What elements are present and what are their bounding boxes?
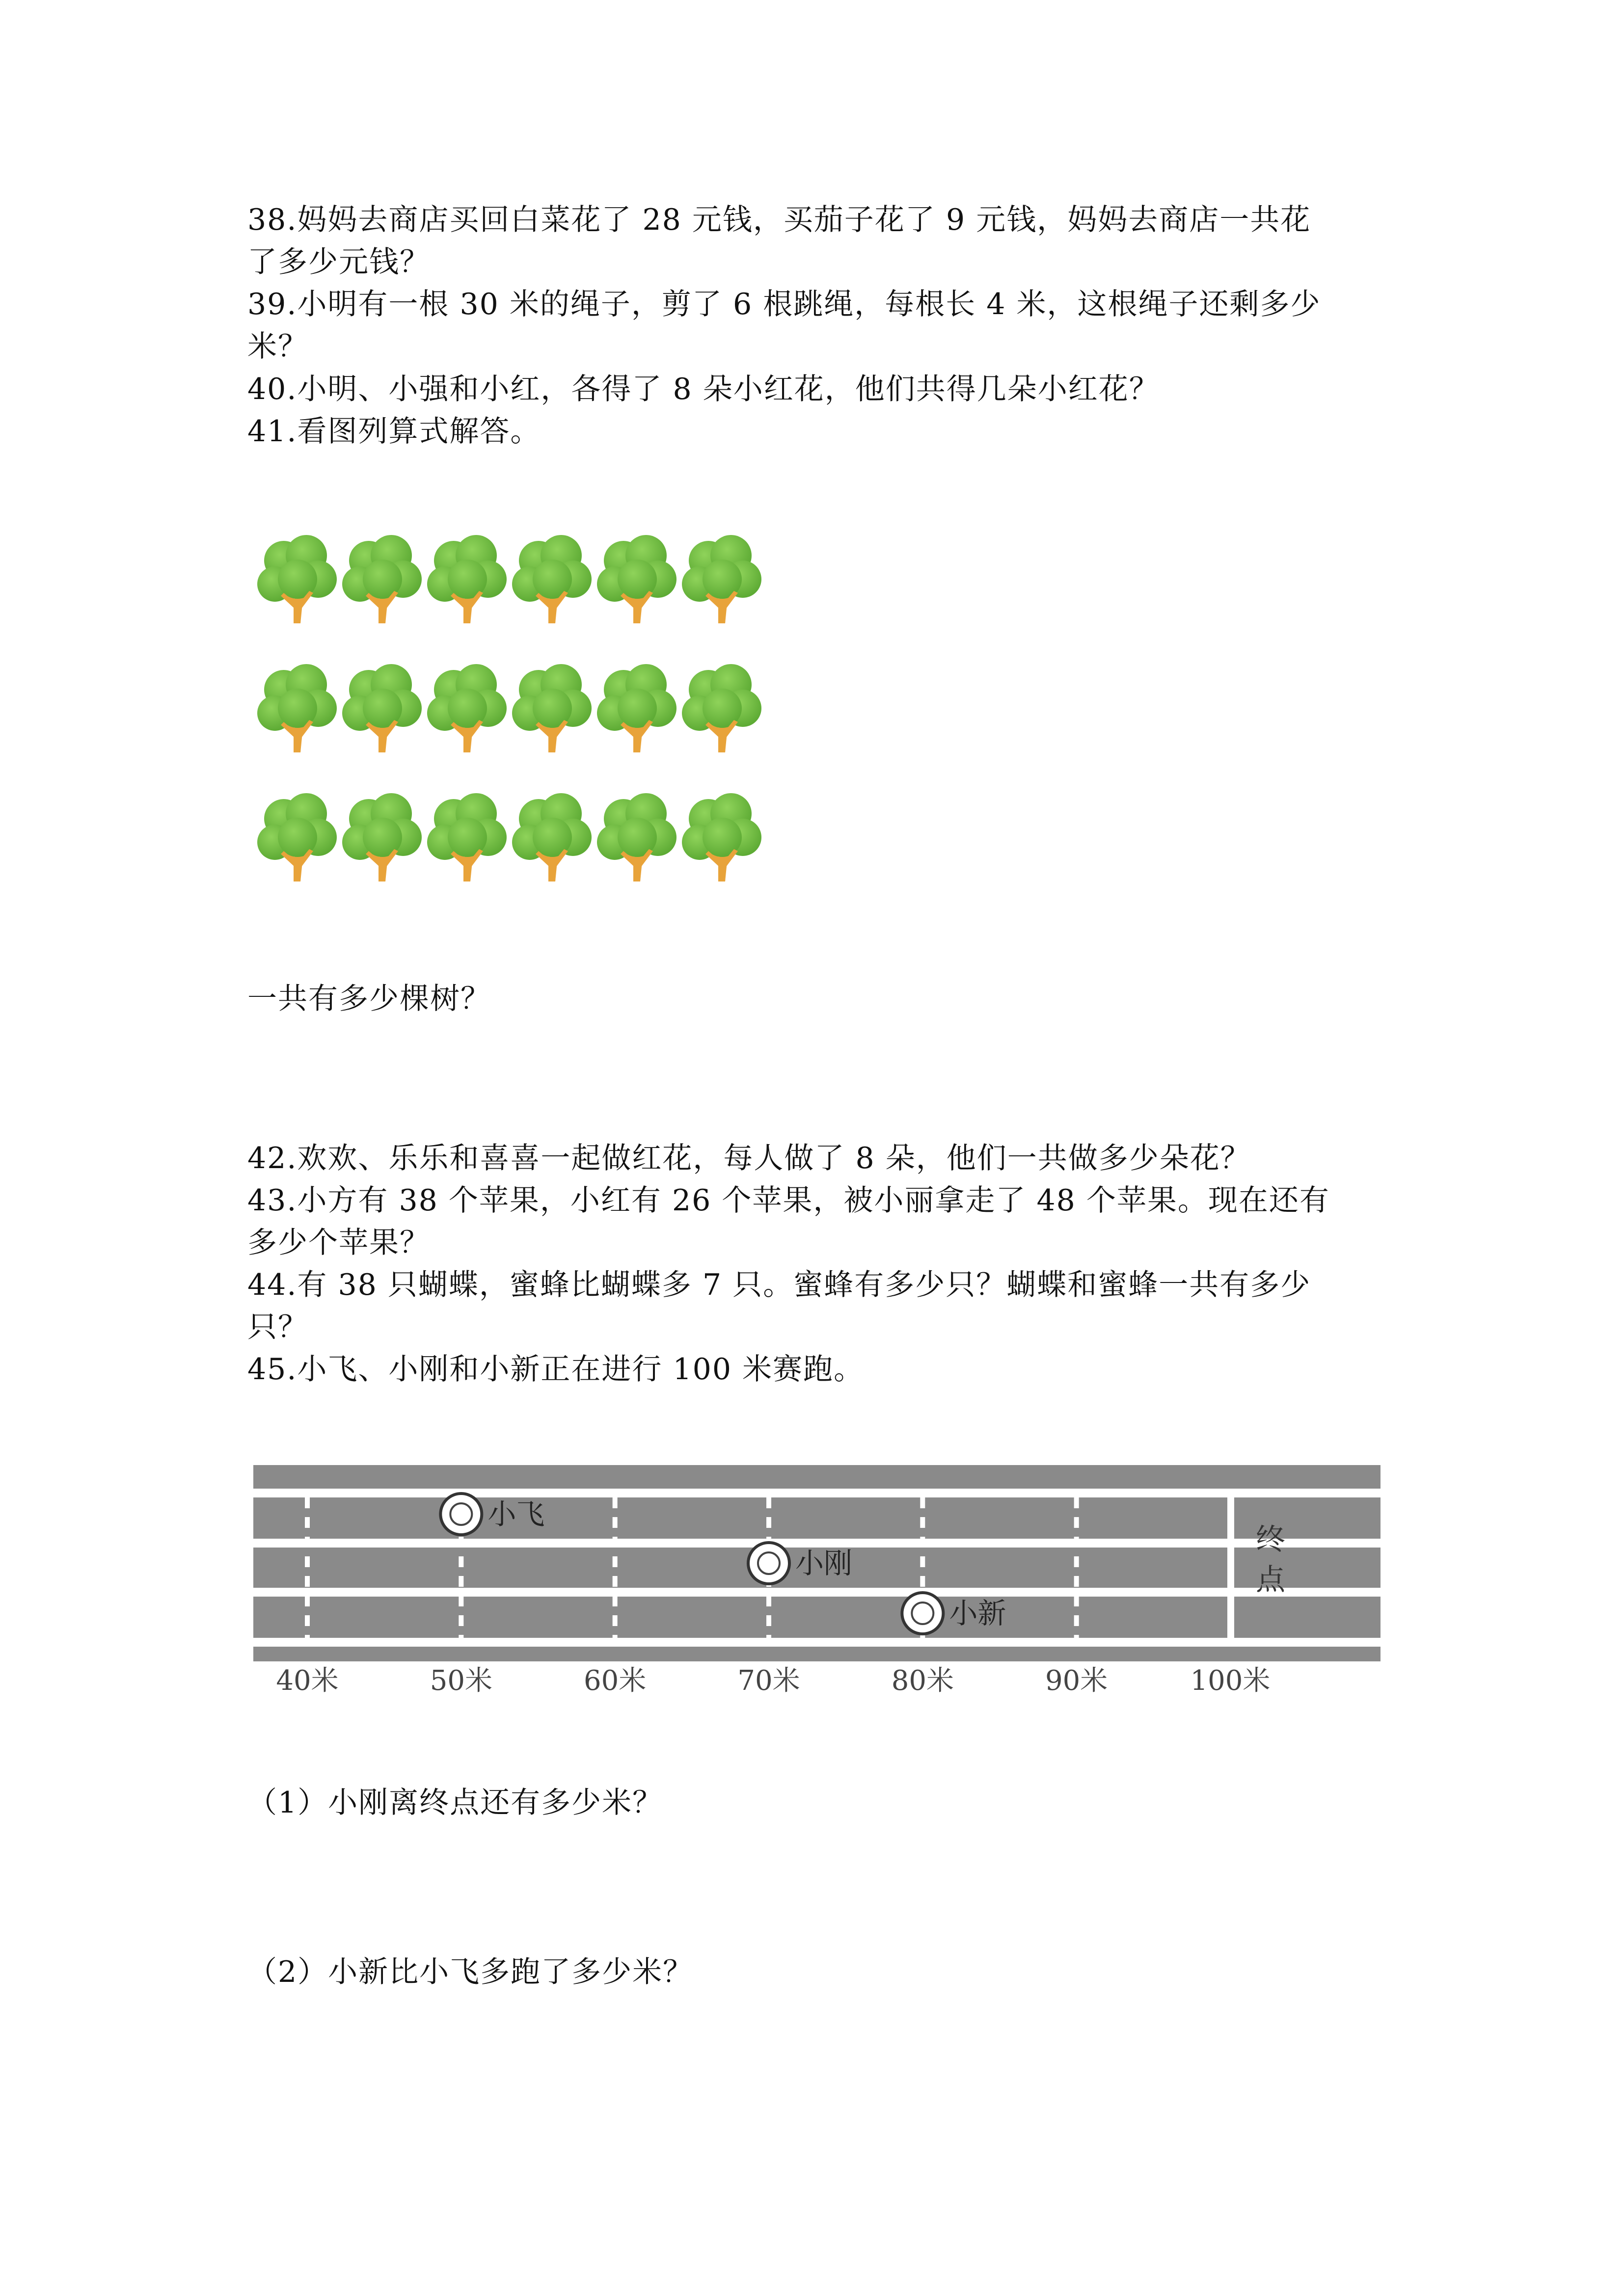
lane-line-top bbox=[253, 1489, 1380, 1497]
q40-line1: 40.小明、小强和小红，各得了 8 朵小红花，他们共得几朵小红花？ bbox=[247, 372, 1160, 406]
dash-mark bbox=[766, 1596, 771, 1606]
lane-line-bottom bbox=[253, 1638, 1380, 1647]
tree-icon bbox=[340, 530, 424, 628]
finish-label-2: 点 bbox=[1256, 1563, 1285, 1597]
dash-mark bbox=[1074, 1556, 1079, 1567]
dash-mark bbox=[920, 1497, 925, 1508]
dash-mark bbox=[766, 1517, 771, 1528]
q45-sub1: （1）小刚离终点还有多少米？ bbox=[247, 1786, 663, 1820]
q43-line1: 43.小方有 38 个苹果，小红有 26 个苹果，被小丽拿走了 48 个苹果。现在还有 bbox=[247, 1183, 1330, 1218]
dash-mark bbox=[305, 1635, 310, 1646]
dash-mark bbox=[1074, 1615, 1079, 1626]
tick-label: 100米 bbox=[1190, 1665, 1271, 1696]
tick-label: 80米 bbox=[891, 1665, 954, 1696]
dash-mark bbox=[305, 1517, 310, 1528]
dash-mark bbox=[613, 1615, 618, 1626]
race-track-figure bbox=[253, 1465, 1380, 1696]
dash-mark bbox=[920, 1537, 925, 1548]
dash-mark bbox=[920, 1556, 925, 1567]
q45-line1: 45.小飞、小刚和小新正在进行 100 米赛跑。 bbox=[247, 1352, 865, 1387]
dash-mark bbox=[305, 1537, 310, 1548]
dash-mark bbox=[613, 1537, 618, 1548]
tree-icon bbox=[595, 659, 678, 757]
dash-mark bbox=[305, 1497, 310, 1508]
q39-line2: 米？ bbox=[247, 329, 308, 364]
tree-grid bbox=[255, 530, 766, 893]
tree-icon bbox=[680, 530, 763, 628]
dash-mark bbox=[920, 1576, 925, 1587]
q43-line2: 多少个苹果？ bbox=[247, 1226, 430, 1260]
dash-mark bbox=[613, 1596, 618, 1606]
runner-name: 小飞 bbox=[487, 1497, 545, 1531]
tick-label: 90米 bbox=[1045, 1665, 1108, 1696]
q44-line2: 只？ bbox=[247, 1310, 308, 1344]
tree-icon bbox=[340, 659, 424, 757]
q41-question: 一共有多少棵树？ bbox=[247, 982, 491, 1016]
dash-mark bbox=[459, 1556, 463, 1567]
dash-mark bbox=[613, 1576, 618, 1587]
finish-line bbox=[1227, 1489, 1234, 1647]
runner-name: 小新 bbox=[949, 1597, 1006, 1630]
dash-mark bbox=[613, 1517, 618, 1528]
q42-line1: 42.欢欢、乐乐和喜喜一起做红花，每人做了 8 朵，他们一共做多少朵花？ bbox=[247, 1141, 1251, 1175]
dash-mark bbox=[305, 1576, 310, 1587]
q41-line1: 41.看图列算式解答。 bbox=[247, 414, 541, 449]
tree-icon bbox=[340, 788, 424, 886]
q45-sub2: （2）小新比小飞多跑了多少米？ bbox=[247, 1955, 694, 1989]
q39-line1: 39.小明有一根 30 米的绳子，剪了 6 根跳绳，每根长 4 米，这根绳子还剩多少 bbox=[247, 287, 1321, 321]
tree-icon bbox=[425, 530, 509, 628]
tick-labels bbox=[276, 1665, 1270, 1696]
dash-mark bbox=[459, 1537, 463, 1548]
runner-marker bbox=[902, 1593, 1006, 1634]
tree-icon bbox=[595, 530, 678, 628]
q44-line1: 44.有 38 只蝴蝶，蜜蜂比蝴蝶多 7 只。蜜蜂有多少只？蝴蝶和蜜蜂一共有多少 bbox=[247, 1268, 1311, 1302]
tick-label: 40米 bbox=[276, 1665, 339, 1696]
tree-icon bbox=[595, 788, 678, 886]
runner-marker bbox=[748, 1543, 852, 1584]
tree-icon bbox=[425, 788, 509, 886]
dash-mark bbox=[920, 1517, 925, 1528]
dash-mark bbox=[613, 1497, 618, 1508]
dash-mark bbox=[1074, 1635, 1079, 1646]
runner-avatar-icon bbox=[440, 1494, 482, 1535]
finish-label-1: 终 bbox=[1256, 1522, 1285, 1557]
dash-mark bbox=[613, 1556, 618, 1567]
dash-mark bbox=[1074, 1517, 1079, 1528]
q38-line2: 了多少元钱？ bbox=[247, 245, 430, 279]
runner-marker bbox=[440, 1494, 544, 1535]
dash-mark bbox=[459, 1596, 463, 1606]
dash-mark bbox=[459, 1635, 463, 1646]
dash-mark bbox=[920, 1635, 925, 1646]
dash-mark bbox=[766, 1635, 771, 1646]
runner-name: 小刚 bbox=[795, 1547, 853, 1580]
dash-mark bbox=[1074, 1537, 1079, 1548]
tick-label: 50米 bbox=[430, 1665, 492, 1696]
runner-avatar-icon bbox=[902, 1593, 943, 1634]
dash-mark bbox=[766, 1615, 771, 1626]
dash-mark bbox=[459, 1615, 463, 1626]
dash-mark bbox=[613, 1635, 618, 1646]
tree-icon bbox=[425, 659, 509, 757]
tree-icon bbox=[255, 530, 339, 628]
dash-mark bbox=[1074, 1576, 1079, 1587]
dash-mark bbox=[1074, 1596, 1079, 1606]
runner-avatar-icon bbox=[748, 1543, 789, 1584]
tick-label: 60米 bbox=[584, 1665, 647, 1696]
tree-icon bbox=[680, 659, 763, 757]
dash-mark bbox=[459, 1576, 463, 1587]
dash-mark bbox=[305, 1615, 310, 1626]
tree-icon bbox=[510, 659, 594, 757]
tree-icon bbox=[255, 788, 339, 886]
dash-mark bbox=[766, 1497, 771, 1508]
tree-icon bbox=[510, 788, 594, 886]
tree-icon bbox=[255, 659, 339, 757]
tick-label: 70米 bbox=[737, 1665, 800, 1696]
dash-mark bbox=[305, 1556, 310, 1567]
tree-icon bbox=[510, 530, 594, 628]
dash-mark bbox=[1074, 1497, 1079, 1508]
q38-line1: 38.妈妈去商店买回白菜花了 28 元钱，买茄子花了 9 元钱，妈妈去商店一共花 bbox=[247, 203, 1311, 237]
dash-mark bbox=[305, 1596, 310, 1606]
lane-line-2 bbox=[253, 1588, 1380, 1597]
tree-icon bbox=[680, 788, 763, 886]
